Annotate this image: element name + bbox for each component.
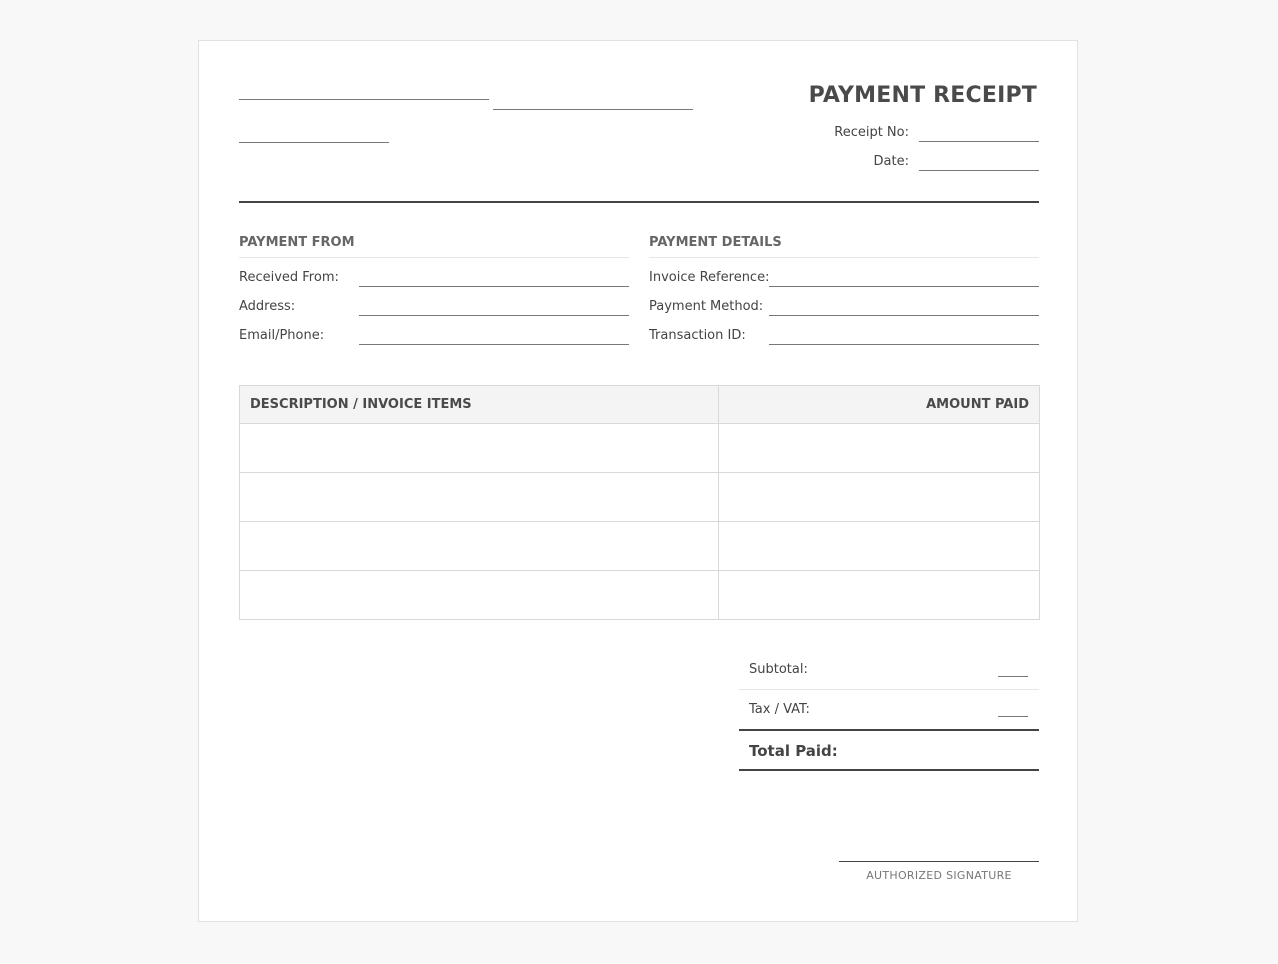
amount-paid-column-header: AMOUNT PAID [719, 386, 1040, 424]
table-header-row [240, 386, 1040, 424]
transaction-id-label: Transaction ID: [649, 328, 746, 343]
table-row [240, 571, 1040, 620]
items-table [239, 385, 1040, 620]
amount-cell[interactable] [719, 424, 1040, 473]
tax-vat-label: Tax / VAT: [749, 702, 810, 717]
description-cell[interactable] [240, 522, 719, 571]
date-label: Date: [873, 154, 909, 169]
payment-from-title: PAYMENT FROM [239, 235, 355, 250]
received-from-field[interactable] [359, 286, 629, 287]
payment-from-rule [239, 257, 629, 258]
payment-method-field[interactable] [769, 315, 1039, 316]
subtotal-field[interactable] [998, 676, 1028, 677]
table-row [240, 424, 1040, 473]
amount-cell[interactable] [719, 522, 1040, 571]
company-address-line[interactable] [239, 142, 389, 143]
invoice-reference-field[interactable] [769, 286, 1039, 287]
table-row [240, 522, 1040, 571]
address-label: Address: [239, 299, 296, 314]
subtotal-divider [739, 689, 1039, 690]
receipt-no-field[interactable] [919, 141, 1039, 142]
address-field[interactable] [359, 315, 629, 316]
receipt-page [198, 40, 1078, 922]
company-name-line[interactable] [239, 99, 489, 100]
subtotal-label: Subtotal: [749, 662, 808, 677]
amount-cell[interactable] [719, 571, 1040, 620]
authorized-signature-label: AUTHORIZED SIGNATURE [866, 869, 1012, 882]
signature-line[interactable] [839, 861, 1039, 862]
description-cell[interactable] [240, 424, 719, 473]
description-cell[interactable] [240, 571, 719, 620]
invoice-reference-label: Invoice Reference: [649, 270, 770, 285]
company-tagline-line[interactable] [493, 109, 693, 110]
received-from-label: Received From: [239, 270, 339, 285]
payment-details-rule [649, 257, 1039, 258]
total-top-rule [739, 729, 1039, 731]
total-paid-label: Total Paid: [749, 742, 838, 760]
tax-vat-field[interactable] [998, 716, 1028, 717]
receipt-no-label: Receipt No: [834, 125, 909, 140]
payment-method-label: Payment Method: [649, 299, 764, 314]
document-title: PAYMENT RECEIPT [808, 83, 1037, 108]
header-divider [239, 201, 1039, 203]
transaction-id-field[interactable] [769, 344, 1039, 345]
date-field[interactable] [919, 170, 1039, 171]
description-column-header: DESCRIPTION / INVOICE ITEMS [240, 386, 719, 424]
payment-details-title: PAYMENT DETAILS [649, 235, 782, 250]
description-cell[interactable] [240, 473, 719, 522]
email-phone-label: Email/Phone: [239, 328, 325, 343]
email-phone-field[interactable] [359, 344, 629, 345]
amount-cell[interactable] [719, 473, 1040, 522]
table-row [240, 473, 1040, 522]
total-bottom-rule [739, 769, 1039, 771]
